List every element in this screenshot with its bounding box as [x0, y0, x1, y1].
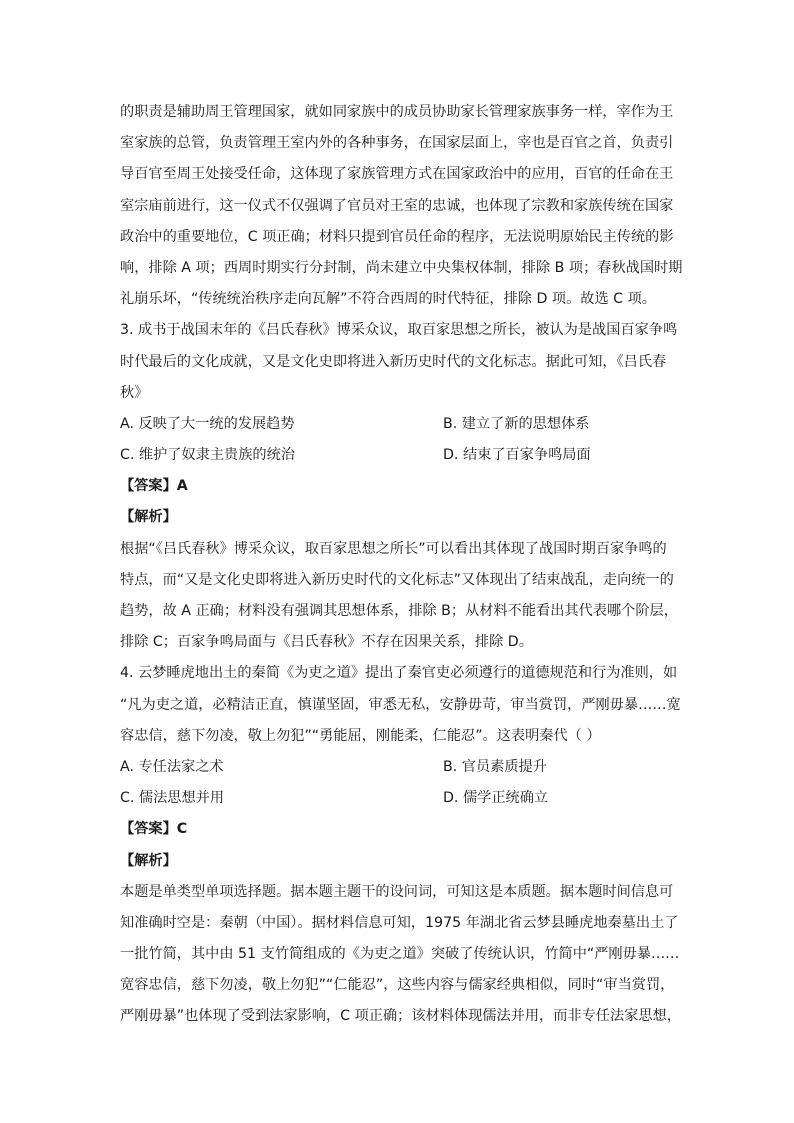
question-stem-line: 容忠信，慈下勿凌，敬上勿犯”“勇能屈，刚能柔，仁能忍”。这表明秦代（ ）: [120, 727, 601, 744]
document-page: [120, 97, 683, 1033]
options-row: [120, 783, 675, 814]
text-line: 室宗庙前进行，这一仪式不仅强调了官员对王室的忠诚，也体现了宗教和家族传统在国家: [120, 197, 674, 214]
options-row: [120, 409, 675, 440]
answer-label: 【答案】A: [120, 478, 188, 495]
option-c: C. 儒法思想并用: [120, 790, 225, 807]
question-3: [120, 315, 678, 658]
options-row: [120, 440, 675, 471]
text-line: 响，排除 A 项；西周时期实行分封制，尚未建立中央集权体制，排除 B 项；春秋战国时期: [120, 259, 683, 276]
text-line: 室家族的总管，负责管理王室内外的各种事务，在国家层面上，宰也是百官之首，负责引: [120, 135, 674, 152]
analysis-line: 宽容忠信，慈下勿凌，敬上勿犯”“仁能忍”，这些内容与儒家经典相似，同时“审当赏罚，: [120, 977, 675, 994]
option-b: B. 官员素质提升: [443, 758, 547, 775]
analysis-line: 本题是单类型单项选择题。据本题主题干的设问词，可知这是本质题。据本题时间信息可: [120, 883, 674, 900]
option-a: A. 专任法家之术: [120, 758, 224, 775]
analysis-line: 特点，而“又是文化史即将进入新历史时代的文化标志”又体现出了结束战乱，走向统一的: [120, 571, 674, 588]
option-c: C. 维护了奴隶主贵族的统治: [120, 447, 295, 464]
question-4: [120, 658, 681, 1032]
q2-explanation-continued: [120, 97, 683, 315]
option-d: D. 结束了百家争鸣局面: [443, 447, 591, 464]
option-a: A. 反映了大一统的发展趋势: [120, 415, 295, 432]
options-row: [120, 752, 675, 783]
analysis-label: 【解析】: [120, 509, 177, 526]
analysis-line: 排除 C；百家争鸣局面与《吕氏春秋》不存在因果关系，排除 D。: [120, 634, 533, 651]
analysis-line: 根据“《吕氏春秋》博采众议，取百家思想之所长”可以看出其体现了战国时期百家争鸣的: [120, 540, 667, 557]
answer-label: 【答案】C: [120, 821, 188, 838]
analysis-line: 一批竹简，其中由 51 支竹简组成的《为吏之道》突破了传统认识，竹简中“严刚毋暴……: [120, 946, 680, 963]
text-line: 礼崩乐坏，“传统统治秩序走向瓦解”不符合西周的时代特征，排除 D 项。故选 C 项。: [120, 291, 656, 308]
text-line: 导百官至周王处接受任命，这体现了家族管理方式在国家政治中的应用，百官的任命在王: [120, 166, 674, 183]
option-b: B. 建立了新的思想体系: [443, 415, 590, 432]
analysis-line: 严刚毋暴”也体现了受到法家影响，C 项正确；该材料体现儒法并用，而非专任法家思想，: [120, 1008, 681, 1025]
question-stem-line: 秋》: [120, 384, 149, 401]
analysis-label: 【解析】: [120, 852, 177, 869]
question-stem-line: 时代最后的文化成就，又是文化史即将进入新历史时代的文化标志。据此可知，《吕氏春: [120, 353, 667, 370]
analysis-line: 趋势，故 A 正确；材料没有强调其思想体系，排除 B；从材料不能看出其代表哪个阶层，: [120, 603, 678, 619]
question-stem-line: “凡为吏之道，必精洁正直，慎谨坚固，审悉无私，安静毋苛，审当赏罚，严刚毋暴……宽: [120, 696, 681, 713]
question-stem-line: 3. 成书于战国末年的《吕氏春秋》博采众议，取百家思想之所长，被认为是战国百家争鸣: [120, 322, 678, 339]
analysis-line: 知准确时空是：秦朝（中国）。据材料信息可知，1975 年湖北省云梦县睡虎地秦墓出土了: [120, 914, 679, 931]
question-stem-line: 4. 云梦睡虎地出土的秦简《为吏之道》提出了秦官吏必须遵行的道德规范和行为准则，如: [120, 665, 678, 682]
text-line: 政治中的重要地位，C 项正确；材料只提到官员任命的程序，无法说明原始民主传统的影: [120, 228, 674, 245]
option-d: D. 儒学正统确立: [443, 790, 549, 807]
text-line: 的职责是辅助周王管理国家，就如同家族中的成员协助家长管理家族事务一样，宰作为王: [120, 104, 674, 120]
